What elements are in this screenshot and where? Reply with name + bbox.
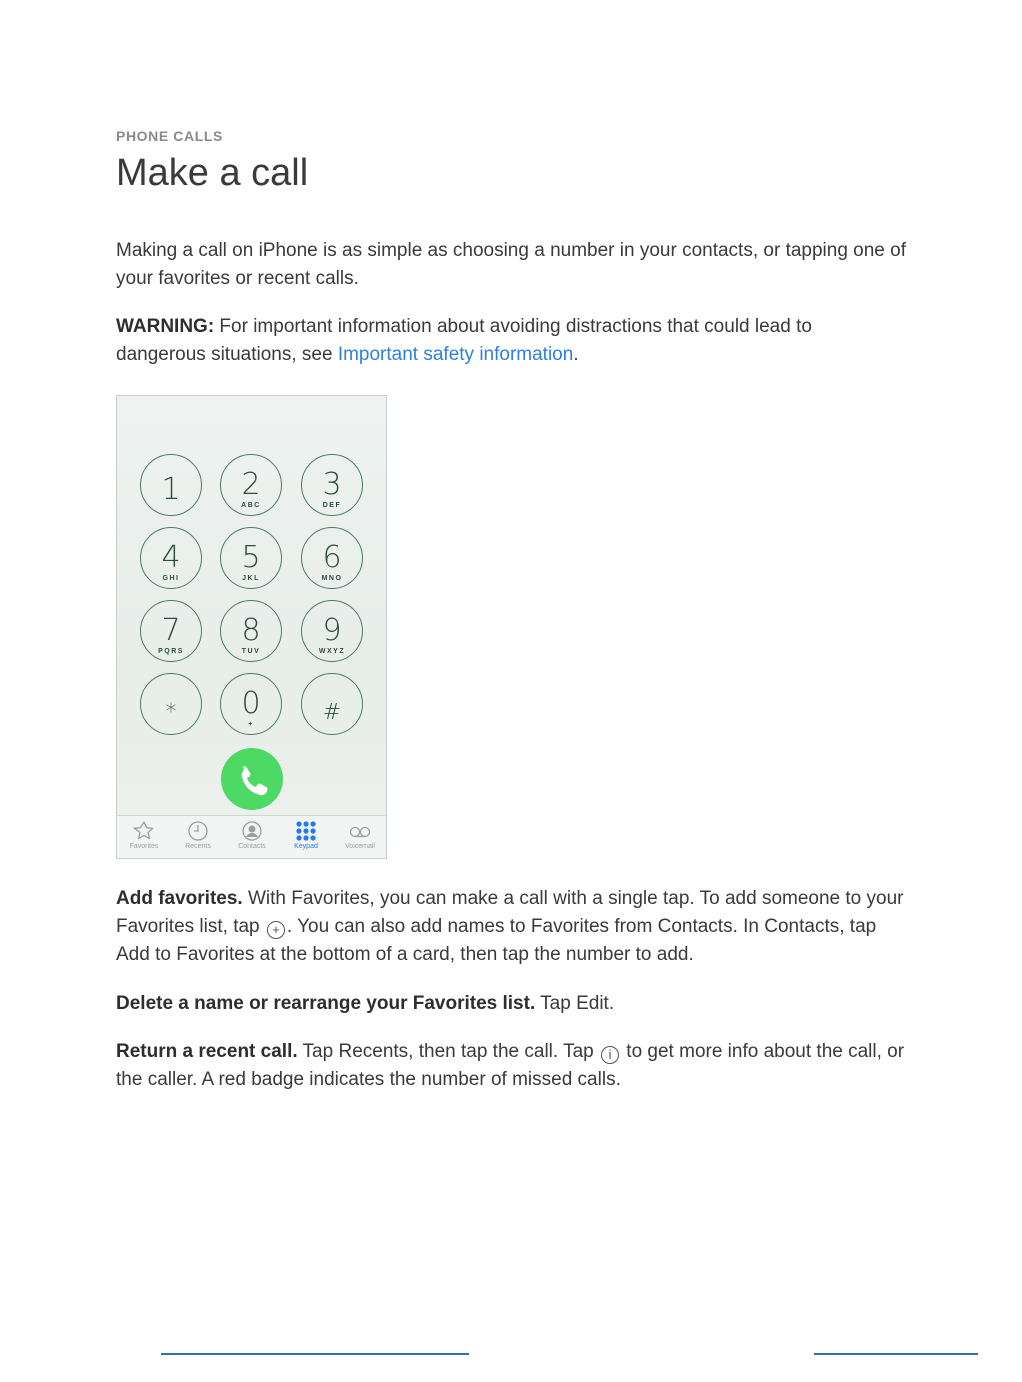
key-letters: PQRS: [158, 648, 184, 655]
star-icon: [133, 820, 155, 842]
warning-label: WARNING:: [116, 316, 215, 337]
key-letters: DEF: [322, 502, 342, 509]
delete-paragraph: [116, 990, 906, 1018]
key-3[interactable]: [301, 454, 363, 516]
key-letters: GHI: [162, 575, 180, 582]
person-icon: [241, 820, 263, 842]
key-digit: 7: [161, 613, 181, 648]
key-letters: ABC: [241, 502, 261, 509]
tab-recents[interactable]: [171, 820, 225, 850]
key-letters: JKL: [242, 575, 260, 582]
key-7[interactable]: [140, 600, 202, 662]
tab-label: Voicemail: [345, 843, 375, 850]
clock-icon: [187, 820, 209, 842]
recent-text-2: to get more info about the call, or the caller. A red badge indicates the number of missed calls.: [116, 1041, 905, 1090]
key-8[interactable]: [220, 600, 282, 662]
key-letters: +: [248, 721, 254, 728]
call-button[interactable]: [221, 748, 283, 810]
phone-keypad-screenshot: [116, 395, 387, 859]
key-digit: #: [322, 700, 342, 725]
warning-end: .: [573, 344, 579, 365]
tab-label: Favorites: [129, 843, 159, 850]
footer-link-line-left[interactable]: [161, 1353, 469, 1355]
favorites-text-1: With Favorites, you can make a call with a single tap. To add someone to your Favorites list, tap: [116, 888, 904, 937]
key-1[interactable]: [140, 454, 202, 516]
footer-link-line-right[interactable]: [814, 1353, 978, 1355]
key-digit: 8: [241, 613, 261, 648]
recent-text-1: Tap Recents, then tap the call. Tap: [297, 1041, 600, 1062]
key-0[interactable]: [220, 673, 282, 735]
tab-favorites[interactable]: [117, 820, 171, 850]
key-letters: TUV: [241, 648, 261, 655]
tab-voicemail[interactable]: [333, 820, 387, 850]
key-2[interactable]: [220, 454, 282, 516]
key-digit: 3: [322, 467, 342, 502]
key-digit: 1: [161, 471, 181, 507]
key-digit: *: [165, 700, 177, 725]
add-circle-icon: +: [267, 921, 285, 939]
delete-text: Tap Edit.: [535, 993, 615, 1014]
recent-label: Return a recent call.: [116, 1041, 298, 1062]
warning-text: For important information about avoiding distractions that could lead to dangerous situations, see: [116, 316, 812, 365]
key-6[interactable]: [301, 527, 363, 589]
safety-info-link[interactable]: Important safety information: [337, 344, 574, 365]
page-title: Make a call: [116, 152, 309, 194]
intro-paragraph: Making a call on iPhone is as simple as choosing a number in your contacts, or tapping one of your favorites or recent calls.: [116, 240, 907, 289]
favorites-text-2: . You can also add names to Favorites from Contacts. In Contacts, tap Add to Favorites at the bottom of a card, then tap the number to add.: [116, 916, 877, 965]
keypad-icon: [295, 820, 317, 842]
tab-keypad[interactable]: [279, 820, 333, 850]
tab-label: Contacts: [238, 843, 266, 850]
key-hash[interactable]: [301, 673, 363, 735]
voicemail-icon: [349, 820, 371, 842]
key-digit: 0: [241, 686, 261, 721]
tab-label: Keypad: [294, 843, 318, 850]
tab-bar: [117, 815, 386, 858]
phone-icon: [221, 748, 283, 810]
key-4[interactable]: [140, 527, 202, 589]
key-9[interactable]: [301, 600, 363, 662]
key-star[interactable]: [140, 673, 202, 735]
info-icon: i: [601, 1046, 619, 1064]
favorites-label: Add favorites.: [116, 888, 243, 909]
tab-label: Recents: [185, 843, 211, 850]
key-digit: 9: [322, 613, 342, 648]
key-letters: WXYZ: [318, 648, 346, 655]
key-digit: 6: [322, 540, 342, 575]
recent-paragraph: [116, 1038, 906, 1094]
key-digit: 4: [161, 540, 181, 575]
key-digit: 5: [241, 540, 261, 575]
key-letters: MNO: [321, 575, 343, 582]
favorites-paragraph: [116, 885, 906, 969]
key-5[interactable]: [220, 527, 282, 589]
warning-paragraph: [116, 313, 906, 369]
tab-contacts[interactable]: [225, 820, 279, 850]
delete-label: Delete a name or rearrange your Favorites list.: [116, 993, 536, 1014]
key-digit: 2: [241, 467, 261, 502]
section-label: PHONE CALLS: [116, 128, 223, 144]
